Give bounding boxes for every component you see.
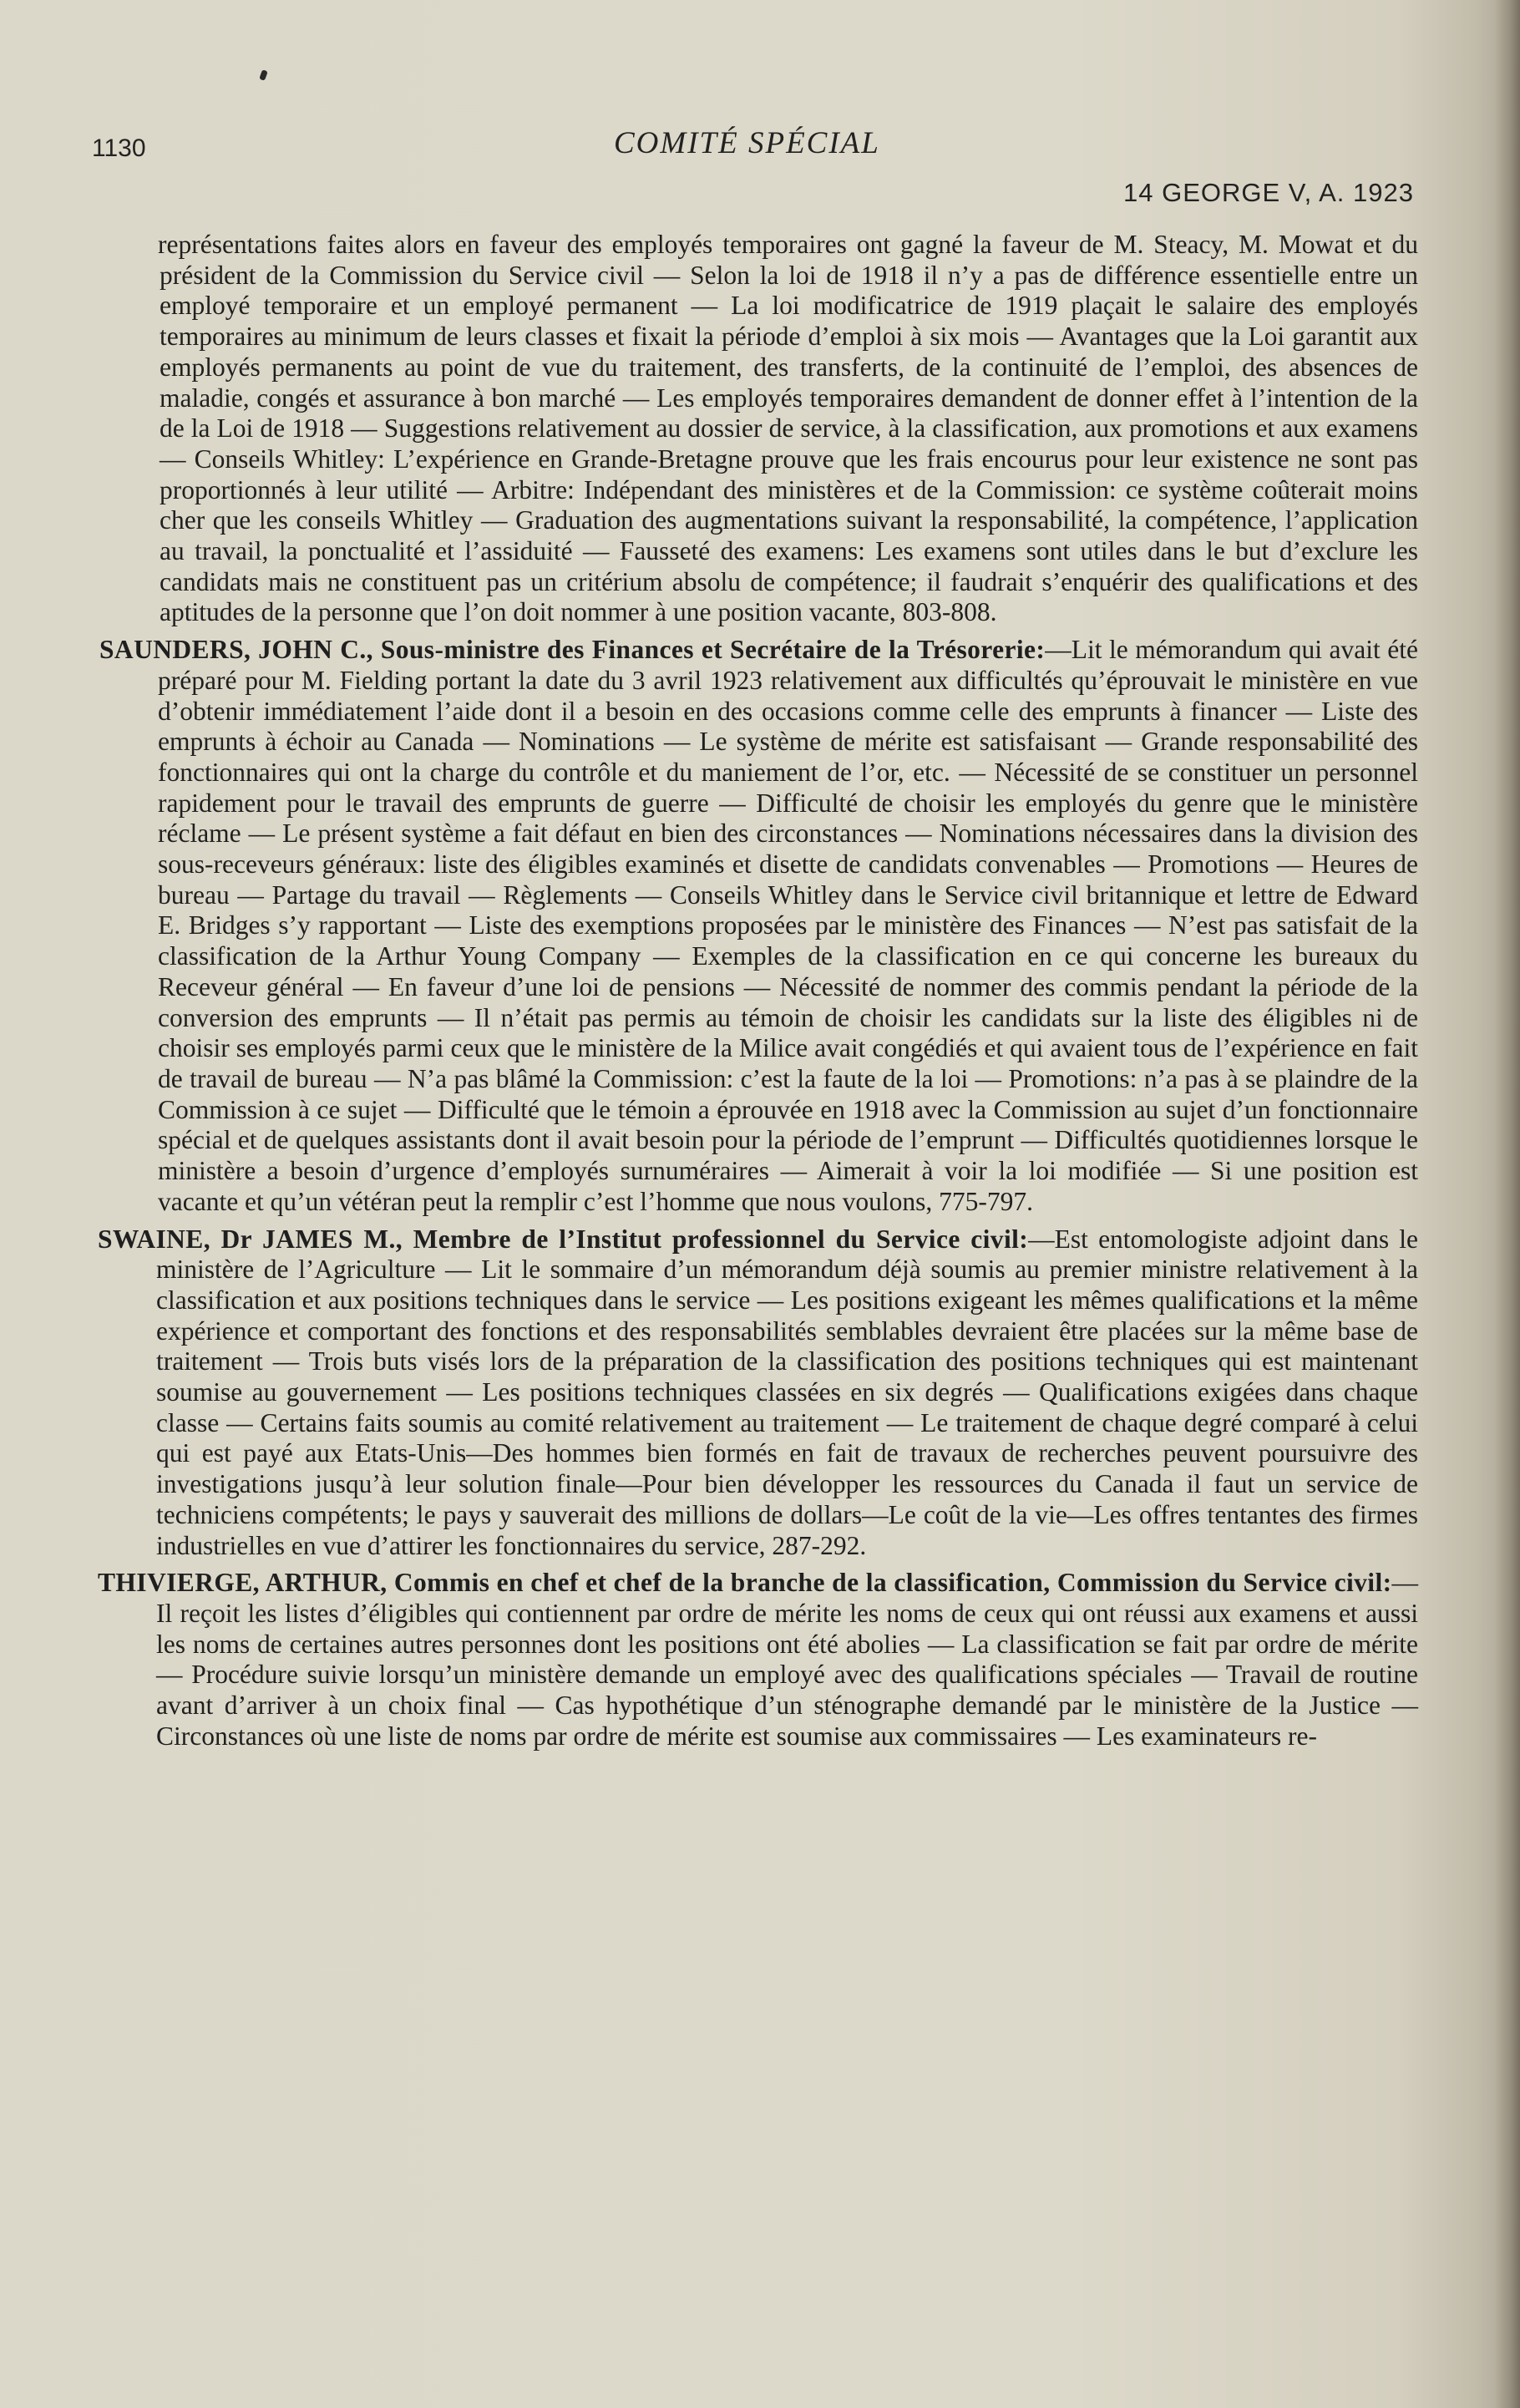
index-entry-continuation xyxy=(100,230,1418,628)
entry-text: —Il reçoit les listes d’éligibles qui contiennent par ordre de mérite les noms de ceux qui ont réussi aux examens et aussi les noms de certaines autres personnes dont les positions ont été abolies — La classification se fait par ordre de mérite — Procédure suivie lorsqu’un ministère demande un employé avec des qualifications spéciales — Travail de routine avant d’arriver à un choix final — Cas hypothétique d’un sténographe demandé par le ministère de la Justice — Circonstances où une liste de noms par ordre de mérite est soumise aux commissaires — Les examinateurs re- xyxy=(156,1568,1418,1751)
entry-heading: SWAINE, Dr JAMES M., Membre de l’Institut professionnel du Service civil: xyxy=(98,1224,1029,1254)
index-entry-swaine xyxy=(98,1224,1418,1562)
entry-heading: SAUNDERS, JOHN C., Sous-ministre des Finances et Secrétaire de la Trésorerie: xyxy=(99,635,1046,665)
index-entry-thivierge xyxy=(98,1568,1418,1752)
index-entry-saunders xyxy=(99,635,1418,1217)
page-edge-shadow xyxy=(1495,0,1520,2408)
entry-text: représentations faites alors en faveur des employés temporaires ont gagné la faveur de M. Steacy, M. Mowat et du président de la Commission du Service civil — Selon la loi de 1918 il n’y a pas de différence essentielle entre un employé temporaire et un employé permanent — La loi modificatrice de 1919 plaçait le salaire des employés temporaires au minimum de leurs classes et fixait la période d’emploi à six mois — Avantages que la Loi garantit aux employés permanents au point de vue du traitement, des transferts, de la continuité de l’emploi, des absences de maladie, congés et assurance à bon marché — Les employés temporaires demandent de donner effet à l’intention de la de la Loi de 1918 — Suggestions relativement au dossier de service, à la classification, aux promotions et aux examens — Conseils Whitley: L’expérience en Grande-Bretagne prouve que les frais encourus pour leur existence ne sont pas proportionnés à leur utilité — Arbitre: Indépendant des ministères et de la Commission: ce système coûterait moins cher que les conseils Whitley — Graduation des augmentations suivant la responsabilité, la compétence, l’application au travail, la ponctualité et l’assiduité — Fausseté des examens: Les examens sont utiles dans le but d’exclure les candidats mais ne constituent pas un critérium absolu de compétence; il faudrait s’enquérir des qualifications et des aptitudes de la personne que l’on doit nommer à une position vacante, 803-808. xyxy=(158,230,1418,627)
entry-text: —Est entomologiste adjoint dans le ministère de l’Agriculture — Lit le sommaire d’un mémorandum déjà soumis au premier ministre relativement à la classification et aux positions techniques dans le service — Les positions exigeant les mêmes qualifications et la même expérience et comportant des fonctions et des responsabilités semblables devraient être placées sur la même base de traitement — Trois buts visés lors de la préparation de la classification des positions techniques qui est maintenant soumise au gouvernement — Les positions techniques classées en six degrés — Qualifications exigées dans chaque classe — Certains faits soumis au comité relativement au traitement — Le traitement de chaque degré comparé à celui qui est payé aux Etats-Unis—Des hommes bien formés en fait de travaux de recherches peuvent poursuivre des investigations jusqu’à leur solution finale—Pour bien développer les ressources du Canada il faut un service de techniciens compétents; le pays y sauverait des millions de dollars—Le coût de la vie—Les offres tentantes des firmes industrielles en vue d’attirer les fonctionnaires du service, 287-292. xyxy=(156,1224,1418,1560)
index-body xyxy=(98,230,1418,1752)
entry-heading: THIVIERGE, ARTHUR, Commis en chef et chef de la branche de la classification, Commission du Service civil: xyxy=(98,1568,1392,1598)
page-number: 1130 xyxy=(92,134,146,162)
running-title: COMITÉ SPÉCIAL xyxy=(614,126,880,160)
entry-text: —Lit le mémorandum qui avait été préparé pour M. Fielding portant la date du 3 avril 1923 relativement aux difficultés qu’éprouvait le ministère en vue d’obtenir immédiatement l’aide dont il a besoin en des occasions comme celle des emprunts à financer — Liste des emprunts à échoir au Canada — Nominations — Le système de mérite est satisfaisant — Grande responsabilité des fonctionnaires qui ont la charge du contrôle et du maniement de l’or, etc. — Nécessité de se constituer un personnel rapidement pour le travail des emprunts de guerre — Difficulté de choisir les employés du genre que le ministère réclame — Le présent système a fait défaut en bien des circonstances — Nominations nécessaires dans la division des sous-receveurs généraux: liste des éligibles examinés et disette de candidats convenables — Promotions — Heures de bureau — Partage du travail — Règlements — Conseils Whitley dans le Service civil britannique et lettre de Edward E. Bridges s’y rapportant — Liste des exemptions proposées par le ministère des Finances — N’est pas satisfait de la classification de la Arthur Young Company — Exemples de la classification en ce qui concerne les bureaux du Receveur général — En faveur d’une loi de pensions — Nécessité de nommer des commis pendant la période de la conversion des emprunts — Il n’était pas permis au témoin de choisir les candidats sur la liste des éligibles ni de choisir ses employés parmi ceux que le ministère de la Milice avait congédiés et qui avaient tous de l’expérience en fait de travail de bureau — N’a pas blâmé la Commission: c’est la faute de la loi — Promotions: n’a pas à se plaindre de la Commission à ce sujet — Difficulté que le témoin a éprouvée en 1918 avec la Commission au sujet d’un fonctionnaire spécial et de quelques assistants dont il avait besoin pour la période de l’emprunt — Difficultés quotidiennes lorsque le ministère a besoin d’urgence d’employés surnuméraires — Aimerait à voir la loi modifiée — Si une position est vacante et qu’un vétéran peut la remplir c’est l’homme que nous voulons, 775-797. xyxy=(158,635,1418,1216)
session-line: 14 GEORGE V, A. 1923 xyxy=(1123,178,1414,207)
ink-speck xyxy=(259,69,268,81)
